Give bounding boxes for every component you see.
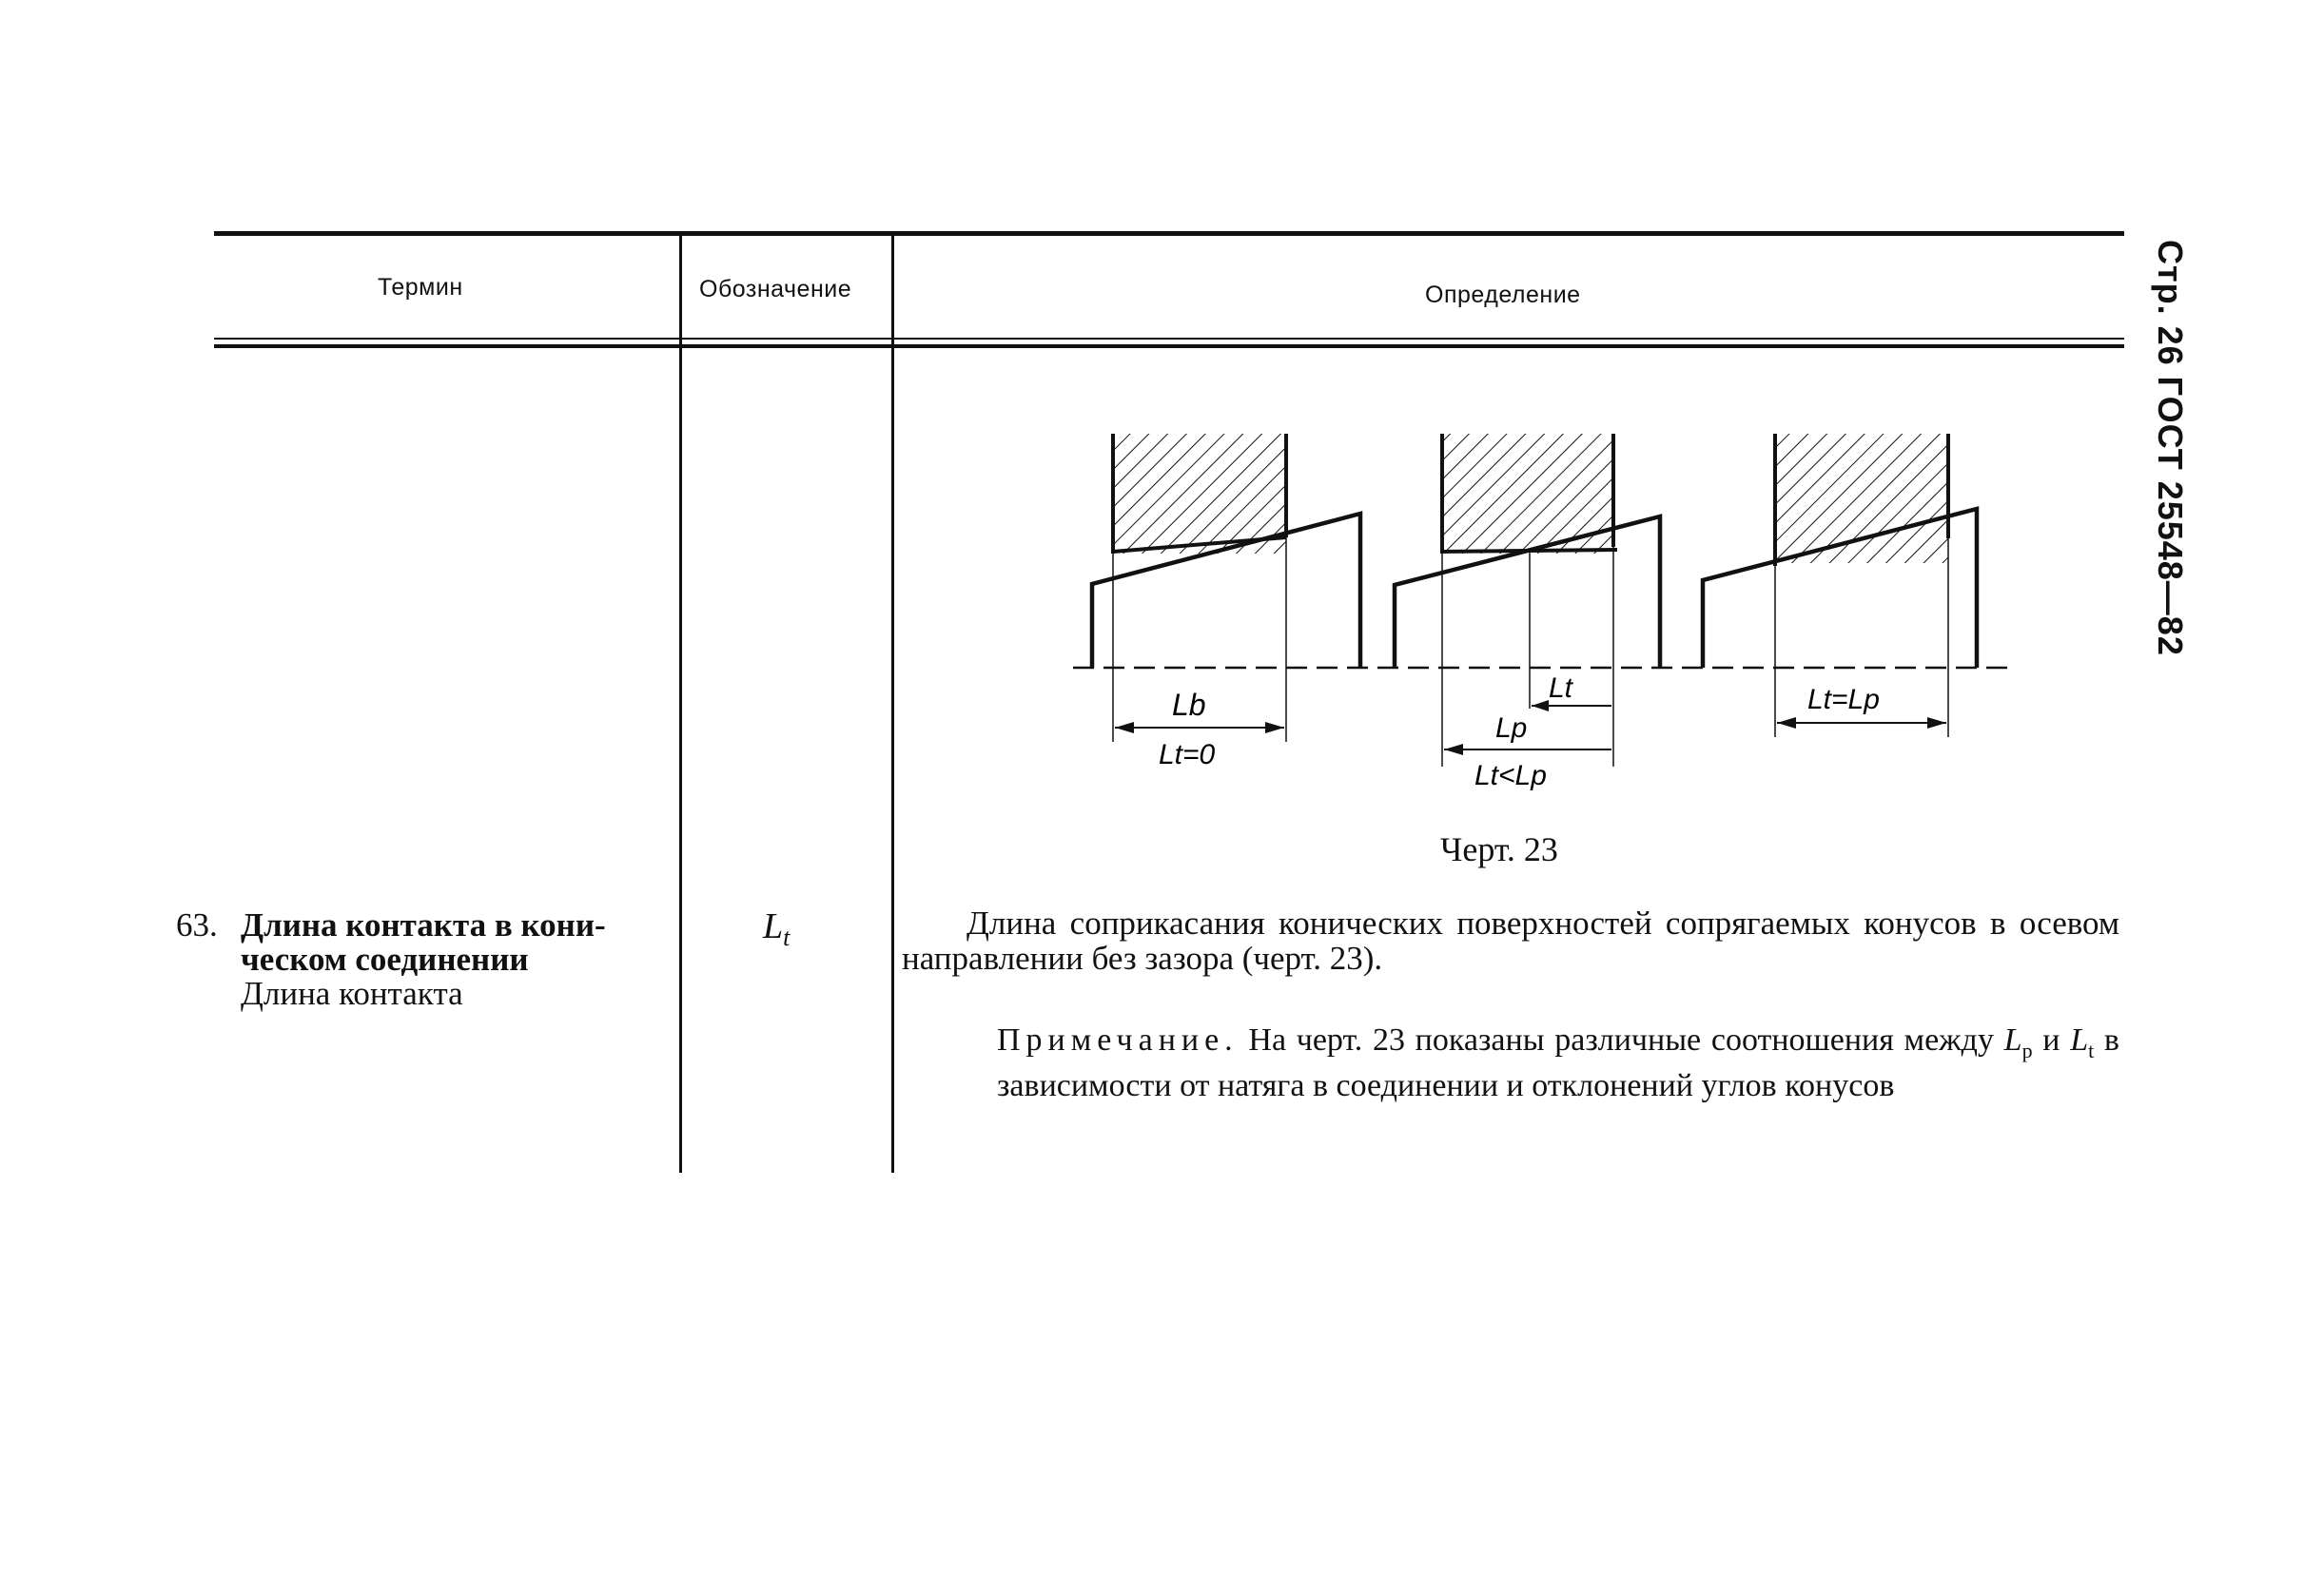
- header-definition: Определение: [1425, 282, 1581, 308]
- header-term: Термин: [378, 274, 463, 301]
- note-part1: На черт. 23 показаны различные соотношения между: [1238, 1022, 2004, 1058]
- note-lp-sub: p: [2021, 1038, 2033, 1062]
- definition-text: Длина соприкасания конических поверхностей сопрягаемых конусов в осевом направлении без зазора (черт. 23).: [902, 905, 2119, 977]
- note-label: Примечание.: [997, 1022, 1239, 1058]
- term-alt: Длина контакта: [241, 975, 463, 1012]
- term-cell: [176, 908, 606, 1011]
- diagram-2: [1395, 434, 1660, 791]
- label-lb: Lb: [1172, 688, 1206, 722]
- label-lp: Lp: [1495, 712, 1528, 744]
- note-lt: L: [2070, 1022, 2089, 1058]
- diagram-3: [1703, 434, 1977, 737]
- note-part2: в зависимости от натяга в соединении и отклонений углов конусов: [997, 1022, 2119, 1103]
- label-lt: Lt: [1549, 672, 1573, 704]
- term-line-2: ческом соединении: [241, 941, 529, 978]
- symbol-main: L: [763, 906, 784, 946]
- term-line-1: Длина контакта в кони-: [241, 906, 606, 944]
- entry-number: 63.: [176, 906, 218, 944]
- symbol-cell: [763, 905, 790, 952]
- note-text: [997, 1022, 2119, 1103]
- note-and: и: [2032, 1022, 2071, 1058]
- note-lp: L: [2003, 1022, 2022, 1058]
- figure-caption: Черт. 23: [1440, 830, 1558, 868]
- label-lt-eq-lp: Lt=Lp: [1807, 684, 1880, 715]
- note-lt-sub: t: [2088, 1038, 2095, 1062]
- running-head: Стр. 26 ГОСТ 25548—82: [2151, 240, 2190, 656]
- header-symbol: Обозначение: [699, 276, 852, 302]
- label-lt-zero: Lt=0: [1159, 739, 1216, 770]
- label-lt-less-lp: Lt<Lp: [1474, 760, 1547, 791]
- symbol-sub: t: [783, 924, 791, 951]
- diagram-1: [1092, 434, 1360, 770]
